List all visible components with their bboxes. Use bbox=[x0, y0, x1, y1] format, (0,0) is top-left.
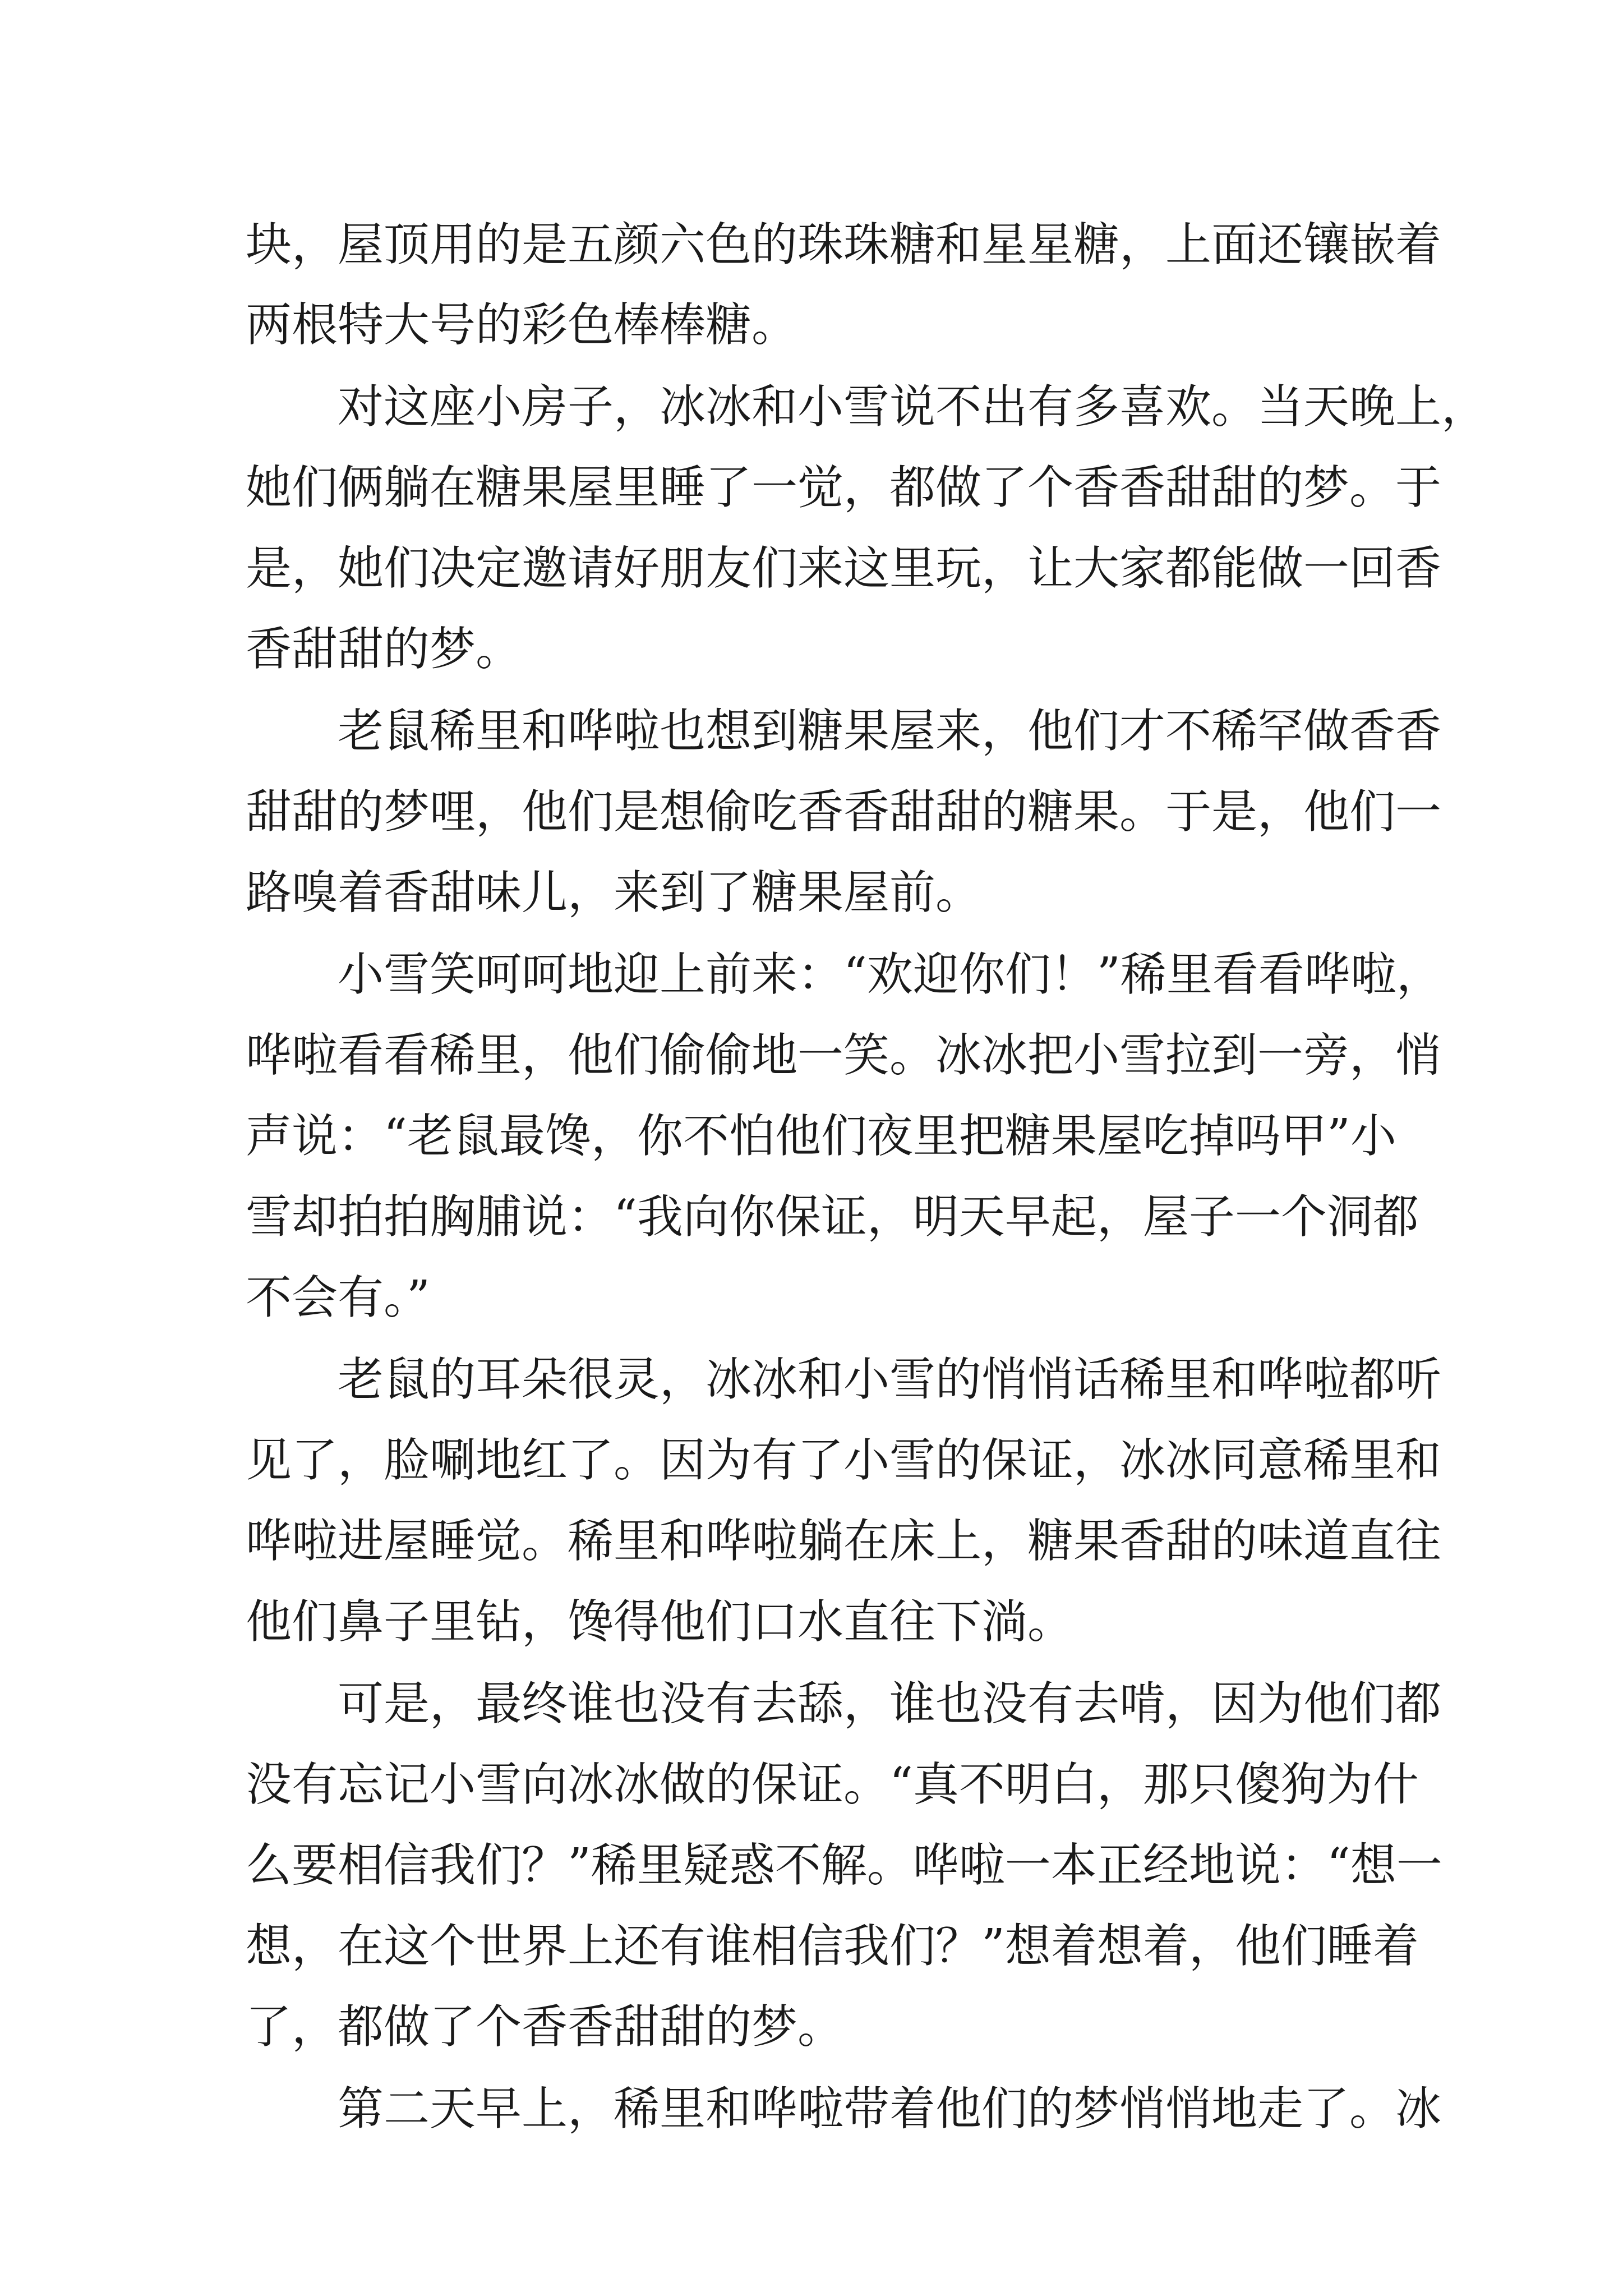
text-line: 她们俩躺在糖果屋里睡了一觉，都做了个香香甜甜的梦。于 bbox=[246, 461, 1442, 514]
text-line: 甜甜的梦哩，他们是想偷吃香香甜甜的糖果。于是，他们一 bbox=[246, 785, 1442, 839]
paragraph-first-line: 小雪笑呵呵地迎上前来：“欢迎你们！”稀里看看哗啦， bbox=[338, 948, 1442, 1001]
text-line: 了，都做了个香香甜甜的梦。 bbox=[246, 2000, 844, 2054]
text-line: 么要相信我们？”稀里疑惑不解。哗啦一本正经地说：“想一 bbox=[246, 1839, 1442, 1892]
paragraph-first-line: 可是，最终谁也没有去舔，谁也没有去啃，因为他们都 bbox=[338, 1677, 1442, 1731]
text-line: 声说：“老鼠最馋，你不怕他们夜里把糖果屋吃掉吗甲”小 bbox=[246, 1110, 1396, 1163]
text-line: 见了，脸唰地红了。因为有了小雪的保证，冰冰同意稀里和 bbox=[246, 1434, 1442, 1487]
text-line: 雪却拍拍胸脯说：“我向你保证，明天早起，屋子一个洞都 bbox=[246, 1190, 1419, 1244]
text-line: 没有忘记小雪向冰冰做的保证。“真不明白，那只傻狗为什 bbox=[246, 1758, 1419, 1811]
paragraph-first-line: 老鼠的耳朵很灵，冰冰和小雪的悄悄话稀里和哗啦都听 bbox=[338, 1353, 1442, 1406]
text-line: 路嗅着香甜味儿，来到了糖果屋前。 bbox=[246, 866, 982, 919]
text-line: 香甜甜的梦。 bbox=[246, 623, 522, 676]
text-line: 哗啦进屋睡觉。稀里和哗啦躺在床上，糖果香甜的味道直往 bbox=[246, 1515, 1442, 1568]
text-line: 两根特大号的彩色棒棒糖。 bbox=[246, 298, 798, 352]
text-line: 想，在这个世界上还有谁相信我们？”想着想着，他们睡着 bbox=[246, 1920, 1419, 1973]
text-line: 是，她们决定邀请好朋友们来这里玩，让大家都能做一回香 bbox=[246, 542, 1442, 595]
text-line: 不会有。” bbox=[246, 1271, 430, 1324]
paragraph-first-line: 第二天早上，稀里和哗啦带着他们的梦悄悄地走了。冰 bbox=[338, 2082, 1442, 2136]
paragraph-first-line: 对这座小房子，冰冰和小雪说不出有多喜欢。当天晚上， bbox=[338, 380, 1488, 434]
text-line: 块，屋顶用的是五颜六色的珠珠糖和星星糖，上面还镶嵌着 bbox=[246, 218, 1442, 272]
paragraph-first-line: 老鼠稀里和哗啦也想到糖果屋来，他们才不稀罕做香香 bbox=[338, 705, 1442, 758]
text-line: 他们鼻子里钻，馋得他们口水直往下淌。 bbox=[246, 1595, 1074, 1649]
text-line: 哗啦看看稀里，他们偷偷地一笑。冰冰把小雪拉到一旁，悄 bbox=[246, 1029, 1442, 1082]
